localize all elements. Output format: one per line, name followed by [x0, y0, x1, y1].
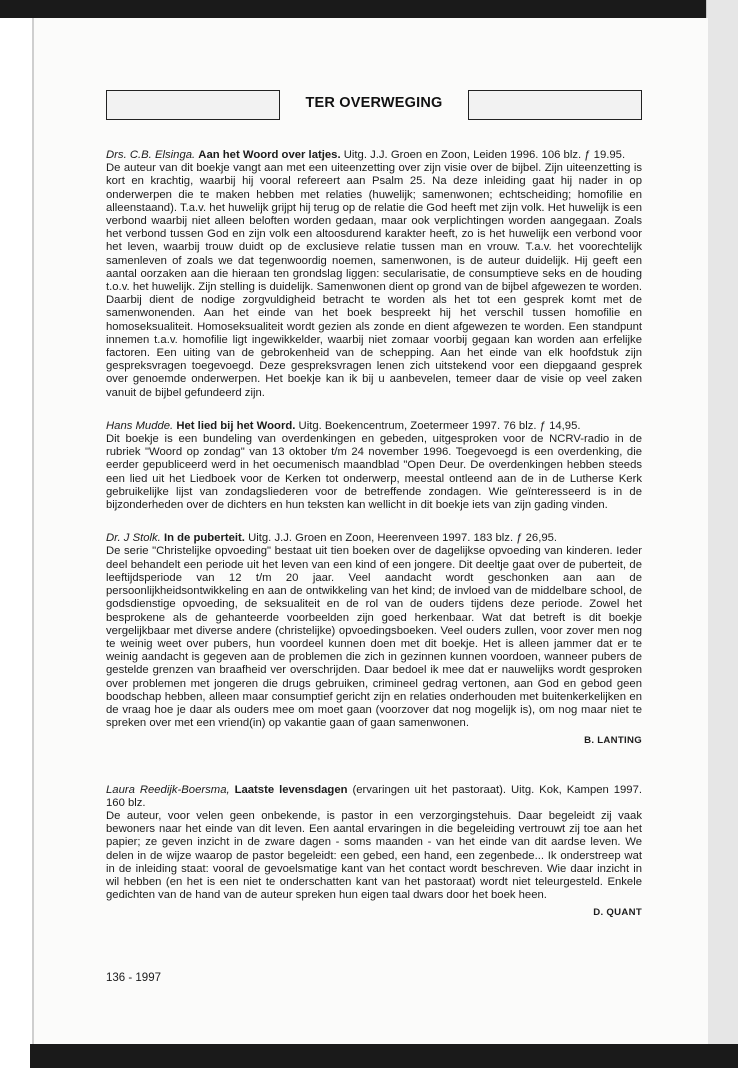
review-heading — [106, 532, 642, 545]
review-mudde — [106, 420, 642, 512]
review-body: De serie "Christelijke opvoeding" bestaat uit tien boeken over de dagelijkse opvoeding van kinderen. Ieder deel behandelt een periode uit het leven van een kind of een jongere. Dit deeltje gaat over de puberteit, de leeftijdsperiode van 12 t/m 20 jaar. Veel aandacht wordt geschonken aan aan de persoonlijkheidsontwikkeling en aan de ontwikkeling van het kind; de invloed van de middelbare school, de godsdienstige opvoeding, de seksualiteit en de rol van de ouders tijdens deze periode. Zowel het besprokene als de gehanteerde voorbeelden zijn goed herkenbaar. Wat dat betreft is dit boekje vergelijkbaar met diverse andere (christelijke) opvoedingsboeken. Veel ouders zullen, voor zover men nog te weinig weet over pubers, hun voordeel kunnen doen met dit boekje. Het is alleen jammer dat er te weinig aandacht is gegeven aan de problemen die zich in gezinnen kunnen voordoen, wanneer pubers de gestelde grenzen van braafheid ver overschrijden. Daar bedoel ik mee dat er nauwelijks wordt gesproken over problemen met jongeren die drugs gebruiken, crimineel gedrag vertonen, aan God en gebod geen boodschap hebben, alleen maar consumptief gericht zijn en relaties onderhouden met buitenkerkelijken en de vraag hoe je daar als ouders mee om moet gaan (voorzover dat nog mogelijk is), om nog maar niet te spreken over met een vriend(in) op vakantie gaan of gaan samenwonen. — [106, 545, 642, 730]
header-rule-box-left — [106, 90, 280, 120]
review-author: Laura Reedijk-Boersma, — [106, 783, 230, 796]
section-title: TER OVERWEGING — [305, 95, 443, 111]
review-author: Hans Mudde. — [106, 419, 174, 432]
review-author: Drs. C.B. Elsinga. — [106, 149, 196, 161]
review-publication-info: Uitg. Boekencentrum, Zoetermeer 1997. 76 blz. ƒ 14,95. — [298, 419, 581, 432]
scan-border-bottom — [30, 1044, 738, 1068]
review-book-title: Het lied bij het Woord. — [176, 419, 296, 432]
scan-border-right — [706, 0, 738, 1068]
review-heading — [106, 149, 642, 162]
page-number: 136 - 1997 — [106, 972, 161, 984]
header-rule-box-right — [468, 90, 642, 120]
review-book-title: Laatste levensdagen — [234, 783, 348, 796]
page — [32, 18, 708, 1044]
review-elsinga — [106, 149, 642, 400]
review-heading — [106, 420, 642, 433]
section-header — [106, 90, 642, 120]
review-body: De auteur van dit boekje vangt aan met een uiteenzetting over zijn visie over de bijbel. Zijn uiteenzetting is kort en krachtig, waarbij hij vooral refereert aan Psalm 25. Na deze inleiding gaat hij nader in op onderwerpen die te maken hebben met relaties (huwelijk; samenwonen; echtscheiding; homofilie en alleenstaand). T.a.v. het huwelijk grijpt hij terug op de relatie die God heeft met zijn volk. Het huwelijk is een verbond waarbij niet alleen beloften worden gedaan, maar ook verplichtingen worden aangegaan. Zoals het verbond tussen God en zijn volk een altoosdurend karakter heeft, zo is het huwelijk een verbond voor het leven, waarbij trouw duidt op de exclusieve relatie tussen man en vrouw. T.a.v. het voorechtelijk samenleven of zoals we dat tegenwoordig noemen, samenwonen, is de auteur duidelijk. Hij geeft een aantal oorzaken aan die hieraan ten grondslag liggen: secularisatie, de consumptieve seks en de houding t.o.v. het huwelijk. Zijn stelling is duidelijk. Samenwonen dient op grond van de bijbel afgewezen te worden. Daarbij dient de nodige zorgvuldigheid betracht te worden als het tot een gesprek komt met de samenwonenden. Aan het einde van het boek bespreekt hij het verschil tussen homofilie en homoseksualiteit. Homoseksualiteit wordt gezien als zonde en dient afgewezen te worden. Een standpunt innemen t.a.v. homofilie ligt ingewikkelder, waarbij niet zomaar voorbij gegaan kan worden aan erfelijke factoren. Een uiting van de gebrokenheid van de schepping. Aan het einde van elk hoofdstuk zijn gespreksvragen toegevoegd. Deze gespreksvragen lenen zich uitstekend voor een diepgaand gesprek over genoemde onderwerpen. Het boekje kan ik bij u aanbevelen, temeer daar de visie op veel zaken vanuit de bijbel gefundeerd zijn. — [106, 162, 642, 399]
reviewer-signature: B. LANTING — [584, 735, 642, 747]
scan-border-top — [0, 0, 738, 18]
review-publication-info: Uitg. J.J. Groen en Zoon, Heerenveen 1997. 183 blz. ƒ 26,95. — [248, 532, 558, 545]
review-author: Dr. J Stolk. — [106, 532, 161, 545]
review-publication-info: (ervaringen uit het pastoraat). Uitg. Kok, Kampen 1997. 160 blz. — [106, 783, 643, 809]
review-body: Dit boekje is een bundeling van overdenkingen en gebeden, uitgesproken voor de NCRV-radio in de rubriek "Woord op zondag" van 13 oktober t/m 24 november 1996. Toegevoegd is een overdenking, die eerder gepubliceerd werd in het oecumenisch maandblad "Open Deur. De overdenkingen hebben steeds een lied uit het Liedboek voor de Kerken tot onderwerp, meestal ontleend aan de in de Lutherse Kerk gebruikelijke lijst van zondagsliederen voor de betreffende zondagen. Wie geïnteresseerd is in de bijzonderheden over de dichters en hun teksten kan wellicht in dit boekje iets van zijn gading vinden. — [106, 433, 642, 512]
review-publication-info: Uitg. J.J. Groen en Zoon, Leiden 1996. 106 blz. ƒ 19.95. — [343, 149, 626, 161]
review-stolk — [106, 532, 642, 747]
review-book-title: In de puberteit. — [163, 532, 245, 545]
reviews-column — [106, 149, 642, 940]
review-reedijk-boersma — [106, 784, 642, 920]
review-book-title: Aan het Woord over latjes. — [198, 149, 341, 161]
reviewer-signature: D. QUANT — [593, 907, 642, 919]
review-heading — [106, 784, 642, 810]
review-body: De auteur, voor velen geen onbekende, is pastor in een verzorgingstehuis. Daar begeleidt zij vaak bewoners naar het einde van dit leven. Een aantal ervaringen in die begeleiding vertrouwt zij toe aan het papier; ze geven inzicht in de zware dagen - soms maanden - van het einde van dit aardse leven. We delen in de wijze waarop de pastor begeleidt: een gebed, een hand, een zegenbede... Ik onderstreep wat in de inleiding staat: vooral de gevoelsmatige kant van het contact wordt beschreven. Wie daar inzicht in wil hebben (en het is een niet te onderschatten kant van het pastoraat) wordt niet teleurgesteld. Enkele gedichten van de hand van de auteur spreken hun eigen taal dwars door het boek heen. — [106, 809, 642, 902]
